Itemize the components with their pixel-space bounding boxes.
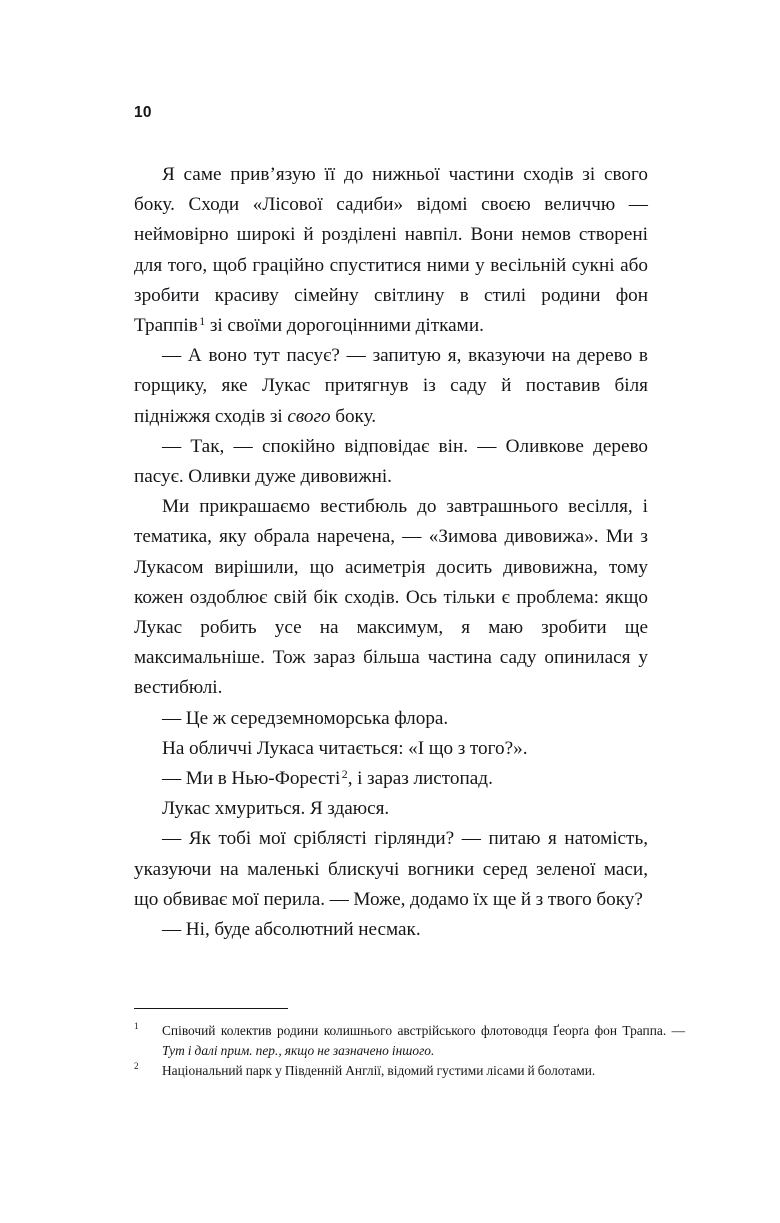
footnote-item-1 <box>134 1021 685 1060</box>
footnote-area <box>134 1008 685 1080</box>
paragraph-2-segment-plain-b: боку. <box>330 405 377 427</box>
paragraph-7-text-before: — Ми в Нью-Форесті <box>162 768 341 790</box>
paragraph-10: — Ні, буде абсолютний несмак. <box>162 919 421 941</box>
paragraph-7 <box>134 764 648 794</box>
footnote-ref-2[interactable]: 2 <box>341 766 348 781</box>
paragraph-3: — Так, — спокійно відповідає він. — Оливкове дерево пасує. Оливки дуже дивовижні. <box>134 435 648 488</box>
footnote-separator-rule <box>134 1008 288 1009</box>
paragraph-1 <box>134 160 648 341</box>
footnote-text-1-plain: Співочий колектив родини колишнього австрійського флотоводця Ґеорґа фон Траппа. — <box>162 1023 685 1039</box>
footnote-item-2 <box>134 1061 685 1081</box>
footnote-text-1-italic: Тут і далі прим. пер., якщо не зазначено іншого. <box>162 1042 435 1058</box>
paragraph-6: На обличчі Лукаса читається: «І що з того?». <box>162 737 528 759</box>
page-number: 10 <box>134 104 152 121</box>
paragraph-2-segment-plain-a: — А воно тут пасує? — запитую я, вказуючи на дерево в горщику, яке Лукас притягнув із саду й поставив біля підніжжя сходів зі <box>134 345 648 427</box>
paragraph-2 <box>134 341 648 432</box>
footnote-marker-1: 1 <box>134 1021 139 1032</box>
paragraph-9: — Як тобі мої сріблясті гірлянди? — питаю я натомість, указуючи на маленькі блискучі вогники серед зеленої маси, що обвиває мої перила. — Може, додамо їх ще й з твого боку? <box>134 828 648 910</box>
footnote-marker-2: 2 <box>134 1060 139 1071</box>
paragraph-1-text-before: Я саме прив’язую її до нижньої частини сходів зі свого боку. Сходи «Лісової садиби» відомі своєю величчю — неймовірно широкі й розділені навпіл. Вони немов створені для того, щоб граційно спуститися ними у весільній сукні або зробити красиву сімейну світлину в стилі родини фон Траппів <box>134 164 648 337</box>
paragraph-4: Ми прикрашаємо вестибюль до завтрашнього весілля, і тематика, яку обрала наречена, — «Зимова дивовижа». Ми з Лукасом вирішили, що асиметрія досить дивовижна, тому кожен оздоблює свій бік сходів. Ось тільки є проблема: якщо Лукас робить усе на максимум, я маю зробити ще максимальніше. Тож зараз більша частина саду опинилася у вестибюлі. <box>134 496 648 699</box>
footnote-text-2 <box>162 1061 685 1081</box>
paragraph-7-text-after: , і зараз листопад. <box>347 768 493 790</box>
footnote-text-1 <box>162 1021 685 1060</box>
paragraph-1-text-after: зі своїми дорогоцінними дітками. <box>205 315 484 337</box>
paragraph-5: — Це ж середземноморська флора. <box>162 707 449 729</box>
body-text-block <box>134 160 648 945</box>
footnote-ref-1[interactable]: 1 <box>199 313 206 328</box>
paragraph-2-segment-italic: свого <box>287 405 331 427</box>
footnote-text-2-plain: Національний парк у Південній Англії, відомий густими лісами й болотами. <box>162 1062 596 1078</box>
paragraph-8: Лукас хмуриться. Я здаюся. <box>162 798 390 820</box>
